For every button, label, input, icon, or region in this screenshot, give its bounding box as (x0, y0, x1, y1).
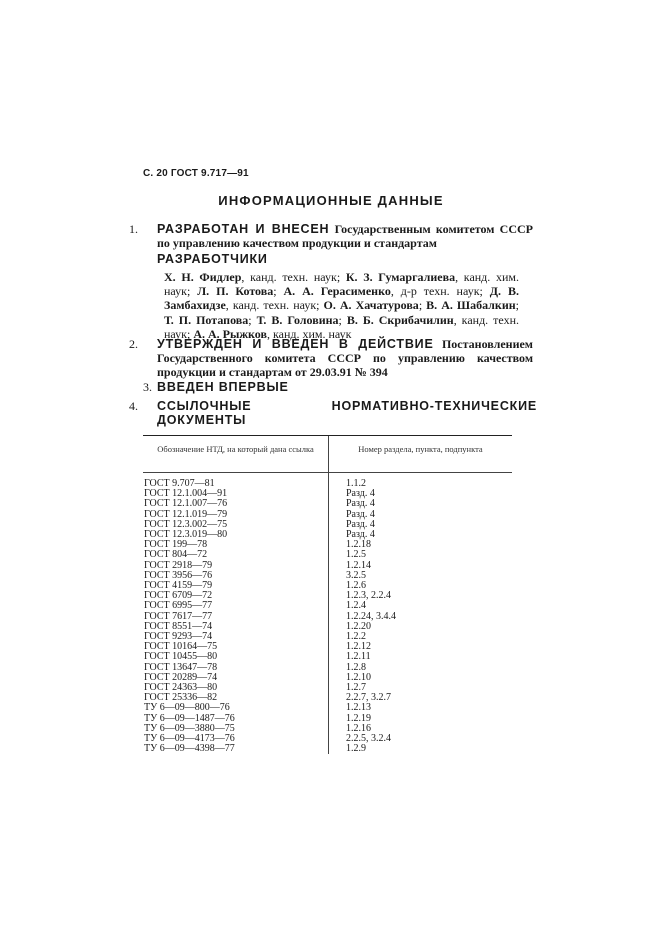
table-cell-document: ГОСТ 13647—78 (144, 661, 218, 673)
column-sections (329, 473, 512, 754)
table-cell-document: ГОСТ 199—78 (144, 539, 208, 551)
section-3-heading: ВВЕДЕН ВПЕРВЫЕ (157, 380, 289, 394)
table-cell-document: ГОСТ 6995—77 (144, 600, 213, 612)
table-cell-section: 1.2.2 (346, 631, 366, 643)
table-cell-document: ГОСТ 12.3.002—75 (144, 518, 228, 530)
table-cell-document: ГОСТ 9293—74 (144, 631, 213, 643)
developer-degree: , канд. хим. наук; (164, 270, 520, 299)
section-4 (129, 399, 537, 427)
developers-heading: РАЗРАБОТЧИКИ (157, 252, 268, 266)
table-cell-section: 1.2.4 (346, 600, 366, 612)
section-3-number: 3. (143, 380, 152, 394)
table-cell-section: 1.2.20 (346, 620, 371, 632)
table-cell-document: ГОСТ 12.1.019—79 (144, 508, 228, 520)
table-cell-section: 1.2.9 (346, 743, 366, 755)
table-cell-document: ГОСТ 12.1.004—91 (144, 488, 228, 500)
table-cell-section: 1.2.19 (346, 712, 371, 724)
table-cell-section: 1.2.3, 2.2.4 (346, 590, 391, 602)
table-cell-section: 1.2.13 (346, 702, 371, 714)
table-cell-document: ГОСТ 2918—79 (144, 559, 213, 571)
section-2 (129, 337, 533, 379)
table-cell-section: 1.2.11 (346, 651, 371, 663)
table-cell-section: 1.2.18 (346, 539, 371, 551)
table-cell-section: 1.2.24, 3.4.4 (346, 610, 396, 622)
developer-name: О. А. Хачатурова (323, 298, 419, 313)
developer-degree: ; (418, 298, 427, 313)
developer-name: Л. П. Котова (197, 284, 274, 299)
page-header: С. 20 ГОСТ 9.717—91 (143, 168, 249, 179)
developer-degree: ; (273, 284, 284, 299)
table-cell-section: Разд. 4 (346, 529, 375, 541)
table-cell-document: ТУ 6—09—3880—75 (144, 722, 235, 734)
table-cell-section: 1.2.7 (346, 682, 366, 694)
table-cell-section: 1.2.12 (346, 641, 371, 653)
table-cell-document: ГОСТ 10164—75 (144, 641, 218, 653)
section-2-text: Постановлением Государственного комитета СССР по управлению качеством продукции и стандартам от 29.03.91 № 394 (157, 337, 533, 379)
table-cell-document: ТУ 6—09—1487—76 (144, 712, 235, 724)
table-cell-document: ГОСТ 8551—74 (144, 620, 213, 632)
developer-degree: ; (248, 312, 257, 327)
table-cell-document: ГОСТ 25336—82 (144, 692, 218, 704)
developers-list (164, 270, 519, 341)
table-cell-section: 1.2.16 (346, 722, 371, 734)
table-header (143, 436, 512, 473)
table-cell-section: 1.1.2 (346, 478, 366, 489)
document-title: ИНФОРМАЦИОННЫЕ ДАННЫЕ (218, 193, 444, 208)
table-cell-section: Разд. 4 (346, 518, 375, 530)
column-header-section: Номер раздела, пункта, подпункта (358, 444, 483, 454)
section-1-heading: РАЗРАБОТАН И ВНЕСЕН (157, 222, 330, 236)
developer-name: К. З. Гумаргалиева (345, 270, 456, 284)
table-cell-document: ГОСТ 3956—76 (144, 569, 213, 581)
table-cell-document: ГОСТ 9.707—81 (144, 478, 215, 489)
table-cell-section: 1.2.14 (346, 559, 371, 571)
table-cell-document: ГОСТ 4159—79 (144, 580, 213, 592)
developer-degree: , канд. техн. наук; (241, 270, 346, 284)
table-cell-section: 2.2.5, 3.2.4 (346, 733, 391, 745)
section-1 (129, 222, 533, 250)
table-cell-section: 1.2.8 (346, 661, 366, 673)
table-cell-document: ГОСТ 12.1.007—76 (144, 498, 228, 510)
section-4-number: 4. (129, 399, 138, 413)
table-cell-section: 1.2.5 (346, 549, 366, 561)
section-4-heading: ССЫЛОЧНЫЕ НОРМАТИВНО-ТЕХНИЧЕСКИЕ ДОКУМЕНТЫ (157, 399, 537, 427)
table-cell-document: ГОСТ 6709—72 (144, 590, 213, 602)
section-3 (143, 380, 519, 394)
table-cell-section: 3.2.5 (346, 569, 366, 581)
developer-degree: , канд. хим. наук (266, 326, 352, 341)
table-cell-document: ГОСТ 20289—74 (144, 671, 218, 683)
table-cell-document: ТУ 6—09—4398—77 (144, 743, 235, 755)
developer-degree: ; (338, 312, 347, 327)
column-documents (143, 473, 329, 754)
section-2-heading: УТВЕРЖДЕН И ВВЕДЕН В ДЕЙСТВИЕ (157, 337, 434, 351)
table-cell-section: 2.2.7, 3.2.7 (346, 692, 391, 704)
references-table (143, 435, 512, 754)
table-cell-section: 1.2.6 (346, 580, 366, 592)
table-cell-document: ГОСТ 804—72 (144, 549, 208, 561)
table-cell-section: Разд. 4 (346, 498, 375, 510)
section-2-number: 2. (129, 337, 138, 351)
table-cell-section: Разд. 4 (346, 488, 375, 500)
developer-name: А. А. Герасименко (283, 284, 391, 299)
developer-name: В. А. Шабалкин (426, 298, 516, 313)
table-cell-document: ГОСТ 7617—77 (144, 610, 213, 622)
table-body (143, 473, 512, 754)
developer-degree: , канд. техн. наук; (225, 298, 324, 313)
table-cell-document: ГОСТ 24363—80 (144, 682, 218, 694)
developer-degree: ; (515, 298, 519, 313)
developer-name: Д. В. Замбахидзе (164, 284, 519, 313)
table-cell-section: 1.2.10 (346, 671, 371, 683)
column-header-document: Обозначение НТД, на который дана ссылка (143, 436, 329, 472)
developer-degree: , д-р техн. наук; (390, 284, 490, 299)
developer-degree: , канд. техн. наук; (164, 312, 520, 341)
developer-name: Т. В. Головина (256, 312, 339, 327)
section-1-text: Государственным комитетом СССР по управлению качеством продукции и стандартам (157, 222, 533, 250)
table-cell-document: ГОСТ 10455—80 (144, 651, 218, 663)
developer-name: В. Б. Скрибачилин (346, 312, 454, 327)
section-1-number: 1. (129, 222, 138, 236)
table-cell-document: ТУ 6—09—4173—76 (144, 733, 235, 745)
table-cell-document: ТУ 6—09—800—76 (144, 702, 230, 714)
table-cell-document: ГОСТ 12.3.019—80 (144, 529, 228, 541)
table-cell-section: Разд. 4 (346, 508, 375, 520)
developer-name: Х. Н. Фидлер (164, 270, 242, 284)
developer-name: Т. П. Потапова (164, 312, 249, 327)
developer-name: А. А. Рыжков (193, 326, 267, 341)
